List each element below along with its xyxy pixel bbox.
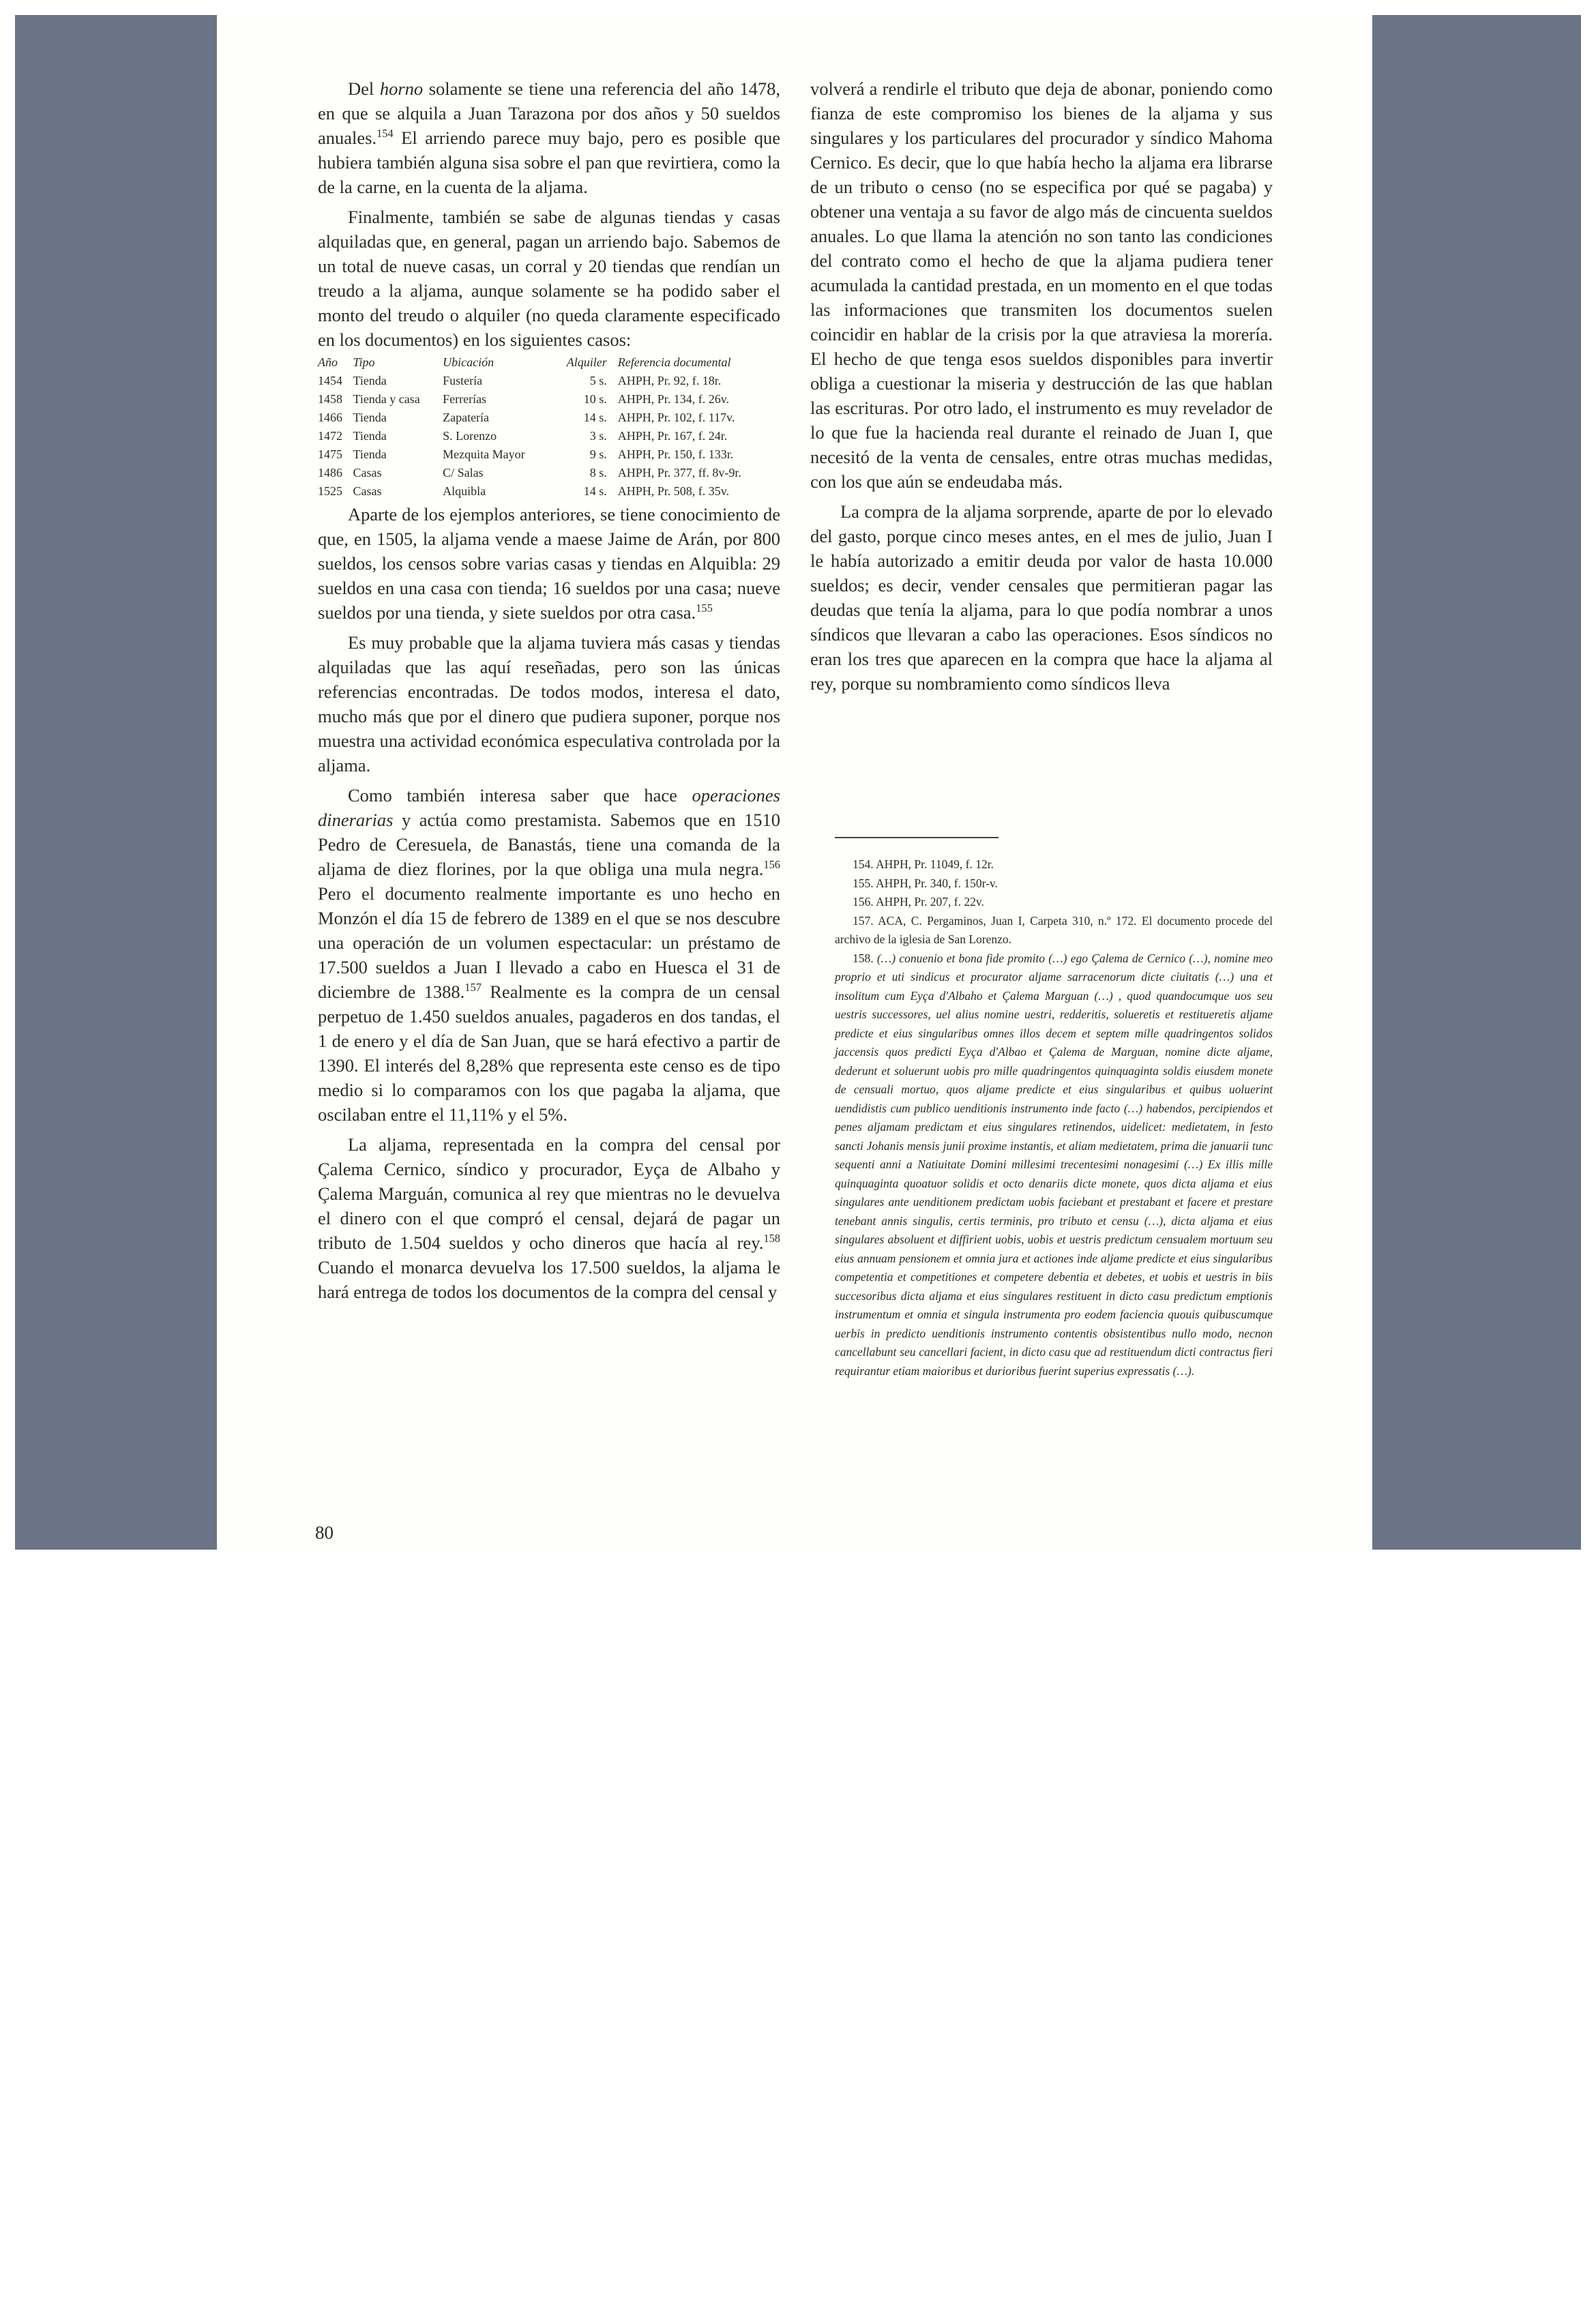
cell-type: Casas — [353, 466, 382, 479]
cell-type: Tienda — [353, 411, 387, 424]
footnote-158 — [835, 949, 1273, 1381]
cell-location: C/ Salas — [443, 466, 484, 479]
cell-rent: 14 s. — [583, 411, 607, 424]
footnote-155: 155. AHPH, Pr. 340, f. 150r-v. — [853, 876, 998, 890]
col-header-type: Tipo — [353, 355, 375, 369]
paragraph-compra: La compra de la aljama sorprende, aparte de por lo elevado del gasto, porque cinco meses antes, en el mes de julio, Juan I le había autorizado a emitir deuda por valor de hasta 10.000 sueldos; es decir, vender censales que permitieran pagar las deudas que tenía la aljama, para lo que podía nombrar a unos síndicos que llevaran a cabo las operaciones. Esos síndicos no eran los tres que aparecen en la compra que hace la aljama al rey, porque su nombramiento como síndicos lleva — [810, 501, 1273, 694]
paragraph-actividad: Es muy probable que la aljama tuviera más casas y tiendas alquiladas que las aquí reseñadas, pero son las únicas referencias encontradas. De todos modos, interesa el dato, mucho más que por el dinero que pudiera suponer, porque nos muestra una actividad económica especulativa controlada por la aljama. — [318, 632, 780, 776]
text-run: El arriendo parece muy bajo, pero es posible que hubiera también alguna sisa sobre el pan que revirtiera, como la de la carne, en la cuenta de la aljama. — [318, 128, 780, 197]
footnote-number: 158. — [853, 951, 877, 965]
footnote-latin-quote: (…) conuenio et bona fide promito (…) ego Çalema de Cernico (…), nomine meo proprio et uti sindicus et procurator aljame sarracenorum dicte ciuitatis (…) una et insolitum cum Eyça d'Albaho et Çalema Marguan (…) , quod quandocumque uos seu uestris successores, uel alius nomine uestri, redderitis, solueretis et restitueretis aljame predicte et eius singularibus omnes illos decem et septem mille quadringentos solidos jaccensis quos predicti Eyça d'Albao et Çalema de Marguan, nomine dicte aljame, dederunt et soluerunt uobis pro mille quadringentos quinquaginta soldis eiusdem monete de censuali mortuo, quos aljame predicte et eius singularibus et quibus uoluerint uendidistis cum publico uenditionis instrumento inde facto (…) habendos, percipiendos et penes aljamam predictam et eius singulares retinendos, uidelicet: medietatem, in festo sancti Johanis mensis junii proxime instantis, et aliam medietatem, prima die januarii tunc sequenti anni a Natiuitate Domini millesimi trecentesimi nonagesimi (…) Ex illis mille quinquaginta quoatuor solidis et octo denariis dicte monete, quos dicta aljama et eius singulares ante uenditionem predictam uobis faciebant et prestabant et facere et prestare tenebant annis singulis, certis terminis, pro tributo et censu (…), dicta aljama et eius singulares absoluent et diffirient uobis, uobis et uestris predictum censualem mortuum seu eius annuam pensionem et omnia jura et actiones inde aljame predicte et eius singularibus competentia et competitiones et competere debentia et debetes, et uobis et uestris in biis succesoribus dicta aljama et eius singulares restituent in dicto casu predictum emptionis instrumentum et omnia et singula instrumenta pro eodem faciencia quouis quibuscumque uerbis in predicto uenditionis instrumento contentis obsistentibus nullo modo, necnon cancellabunt seu cancellari facient, in dicto casu que ad restituendum dicti contractus fieri requirantur etiam maioribus et durioribus fuerint superius expressatis (…). — [835, 951, 1273, 1378]
cell-type: Tienda — [353, 429, 387, 443]
col-header-year: Año — [318, 355, 338, 369]
paragraph-censal — [318, 1132, 780, 1304]
footnote-ref-158: 158 — [763, 1232, 780, 1245]
cell-rent: 9 s. — [589, 447, 607, 461]
book-page — [217, 15, 1372, 1550]
cell-year: 1525 — [318, 484, 342, 498]
footnote-divider — [835, 837, 999, 838]
cell-type: Tienda — [353, 447, 387, 461]
cell-year: 1458 — [318, 392, 342, 406]
cell-rent: 5 s. — [589, 374, 607, 387]
emphasis-horno: horno — [379, 78, 424, 99]
cell-rent: 8 s. — [589, 466, 607, 479]
text-run: Pero el documento realmente importante es uno hecho en Monzón el día 15 de febrero de 1389 en el que se nos descubre una operación de un volumen espectacular: un préstamo de 17.500 sueldos a Juan I llevado a cabo en Huesca el 31 de diciembre de 1388. — [318, 883, 780, 1002]
table-row — [318, 482, 780, 501]
footnote-157: 157. ACA, C. Pergaminos, Juan I, Carpeta 310, n.º 172. El documento procede del archivo de la iglesia de San Lorenzo. — [835, 913, 1273, 946]
paragraph-horno — [318, 76, 780, 199]
table-row — [318, 445, 780, 464]
cell-year: 1486 — [318, 466, 342, 479]
cell-rent: 14 s. — [583, 484, 607, 498]
left-column — [318, 76, 780, 1304]
cell-reference: AHPH, Pr. 150, f. 133r. — [617, 447, 734, 461]
footnote-ref-155: 155 — [696, 602, 713, 615]
text-run: Aparte de los ejemplos anteriores, se tiene conocimiento de que, en 1505, la aljama vende a maese Jaime de Arán, por 800 sueldos, los censos sobre varias casas y tiendas en Alquibla: 29 sueldos en una casa con tienda; 16 sueldos por una casa; nueve sueldos por una tienda, y siete sueldos por otra casa. — [318, 504, 780, 623]
text-run: solamente se tiene una referencia del año 1478, en que se alquila a Juan Tarazona por dos años y 50 sueldos anuales. — [318, 78, 781, 148]
cell-reference: AHPH, Pr. 92, f. 18r. — [617, 374, 722, 387]
footnote-ref-154: 154 — [376, 127, 394, 141]
footnote-154: 154. AHPH, Pr. 11049, f. 12r. — [853, 857, 994, 871]
cell-year: 1466 — [318, 411, 342, 424]
cell-reference: AHPH, Pr. 134, f. 26v. — [617, 392, 730, 406]
cell-year: 1454 — [318, 374, 342, 387]
cell-reference: AHPH, Pr. 102, f. 117v. — [617, 411, 735, 424]
paragraph-continuation: volverá a rendirle el tributo que deja de abonar, poniendo como fianza de este compromiso los bienes de la aljama y sus singulares y los particulares del procurador y síndico Mahoma Cernico. Es decir, que lo que había hecho la aljama era librarse de un tributo o censo (no se especifica por qué se pagaba) y obtener una ventaja a su favor de algo más de cincuenta sueldos anuales. Lo que llama la atención no son tanto las condiciones del contrato como el hecho de que la aljama pudiera tener acumulada la cantidad prestada, en un momento en el que todas las informaciones que transmiten los documentos suelen coincidir en hablar de la crisis por la que atraviesa la morería. El hecho de que tenga esos sueldos disponibles para invertir obliga a cuestionar la miseria y destrucción de las que hablan las escrituras. Por otro lado, el instrumento es muy revelador de lo que fue la hacienda real durante el reinado de Juan I, que necesitó de la venta de censales, entre otras muchas medidas, con los que aún se endeudaba más. — [810, 78, 1273, 492]
cell-type: Tienda y casa — [353, 392, 420, 406]
paragraph-censos — [318, 502, 780, 625]
footnote-ref-156: 156 — [763, 858, 780, 872]
col-header-reference: Referencia documental — [617, 355, 731, 369]
table-row — [318, 464, 780, 482]
table-row — [318, 409, 780, 427]
cell-location: Fustería — [443, 374, 483, 387]
cell-type: Casas — [353, 484, 382, 498]
cell-location: Ferrerías — [443, 392, 487, 406]
table-row — [318, 427, 780, 445]
cell-location: Mezquita Mayor — [443, 447, 525, 461]
emphasis-operaciones: operaciones dinerarias — [318, 785, 780, 830]
paragraph-prestamista — [318, 783, 780, 1127]
cell-rent: 10 s. — [583, 392, 607, 406]
cell-location: S. Lorenzo — [443, 429, 497, 443]
text-run: Como también interesa saber que hace — [348, 785, 692, 806]
table-row — [318, 390, 780, 409]
rent-table — [318, 353, 780, 501]
text-run: La aljama, representada en la compra del censal por Çalema Cernico, síndico y procurador, Eyça de Albaho y Çalema Marguán, comunica al rey que mientras no le devuelva el dinero con el que compró el censal, dejará de pagar un tributo de 1.504 sueldos y ocho dineros que hacía al rey. — [318, 1134, 780, 1253]
cell-location: Zapatería — [443, 411, 490, 424]
cell-year: 1472 — [318, 429, 342, 443]
cell-year: 1475 — [318, 447, 342, 461]
cell-reference: AHPH, Pr. 377, ff. 8v-9r. — [617, 466, 741, 479]
page-number: 80 — [315, 1522, 334, 1543]
table-row — [318, 372, 780, 390]
right-column — [810, 76, 1273, 696]
text-run: Del — [348, 78, 380, 99]
footnotes — [835, 855, 1273, 1380]
table-header-row — [318, 353, 780, 372]
col-header-location: Ubicación — [443, 355, 494, 369]
text-run: Cuando el monarca devuelva los 17.500 sueldos, la aljama le hará entrega de todos los documentos de la compra del censal y — [318, 1257, 780, 1302]
text-run: y actúa como prestamista. Sabemos que en 1510 Pedro de Ceresuela, de Banastás, tiene una comanda de la aljama de diez florines, por la que obliga una mula negra. — [318, 810, 780, 879]
cell-location: Alquibla — [443, 484, 486, 498]
cell-reference: AHPH, Pr. 508, f. 35v. — [617, 484, 730, 498]
paragraph-tiendas: Finalmente, también se sabe de algunas tiendas y casas alquiladas que, en general, pagan un arriendo bajo. Sabemos de un total de nueve casas, un corral y 20 tiendas que rendían un treudo a la aljama, aunque solamente se ha podido saber el monto del treudo o alquiler (no queda claramente especificado en los documentos) en los siguientes casos: — [318, 207, 780, 350]
cell-type: Tienda — [353, 374, 387, 387]
cell-rent: 3 s. — [589, 429, 607, 443]
col-header-rent: Alquiler — [566, 355, 607, 369]
cell-reference: AHPH, Pr. 167, f. 24r. — [617, 429, 728, 443]
text-run: Realmente es la compra de un censal perpetuo de 1.450 sueldos anuales, pagaderos en dos tandas, el 1 de enero y el día de San Juan, que se hará efectivo a partir de 1390. El interés del 8,28% que representa este censo es de tipo medio si lo comparamos con los que pagaba la aljama, que oscilaban entre el 11,11% y el 5%. — [318, 981, 780, 1125]
footnote-ref-157: 157 — [464, 981, 482, 994]
footnote-156: 156. AHPH, Pr. 207, f. 22v. — [853, 895, 984, 909]
